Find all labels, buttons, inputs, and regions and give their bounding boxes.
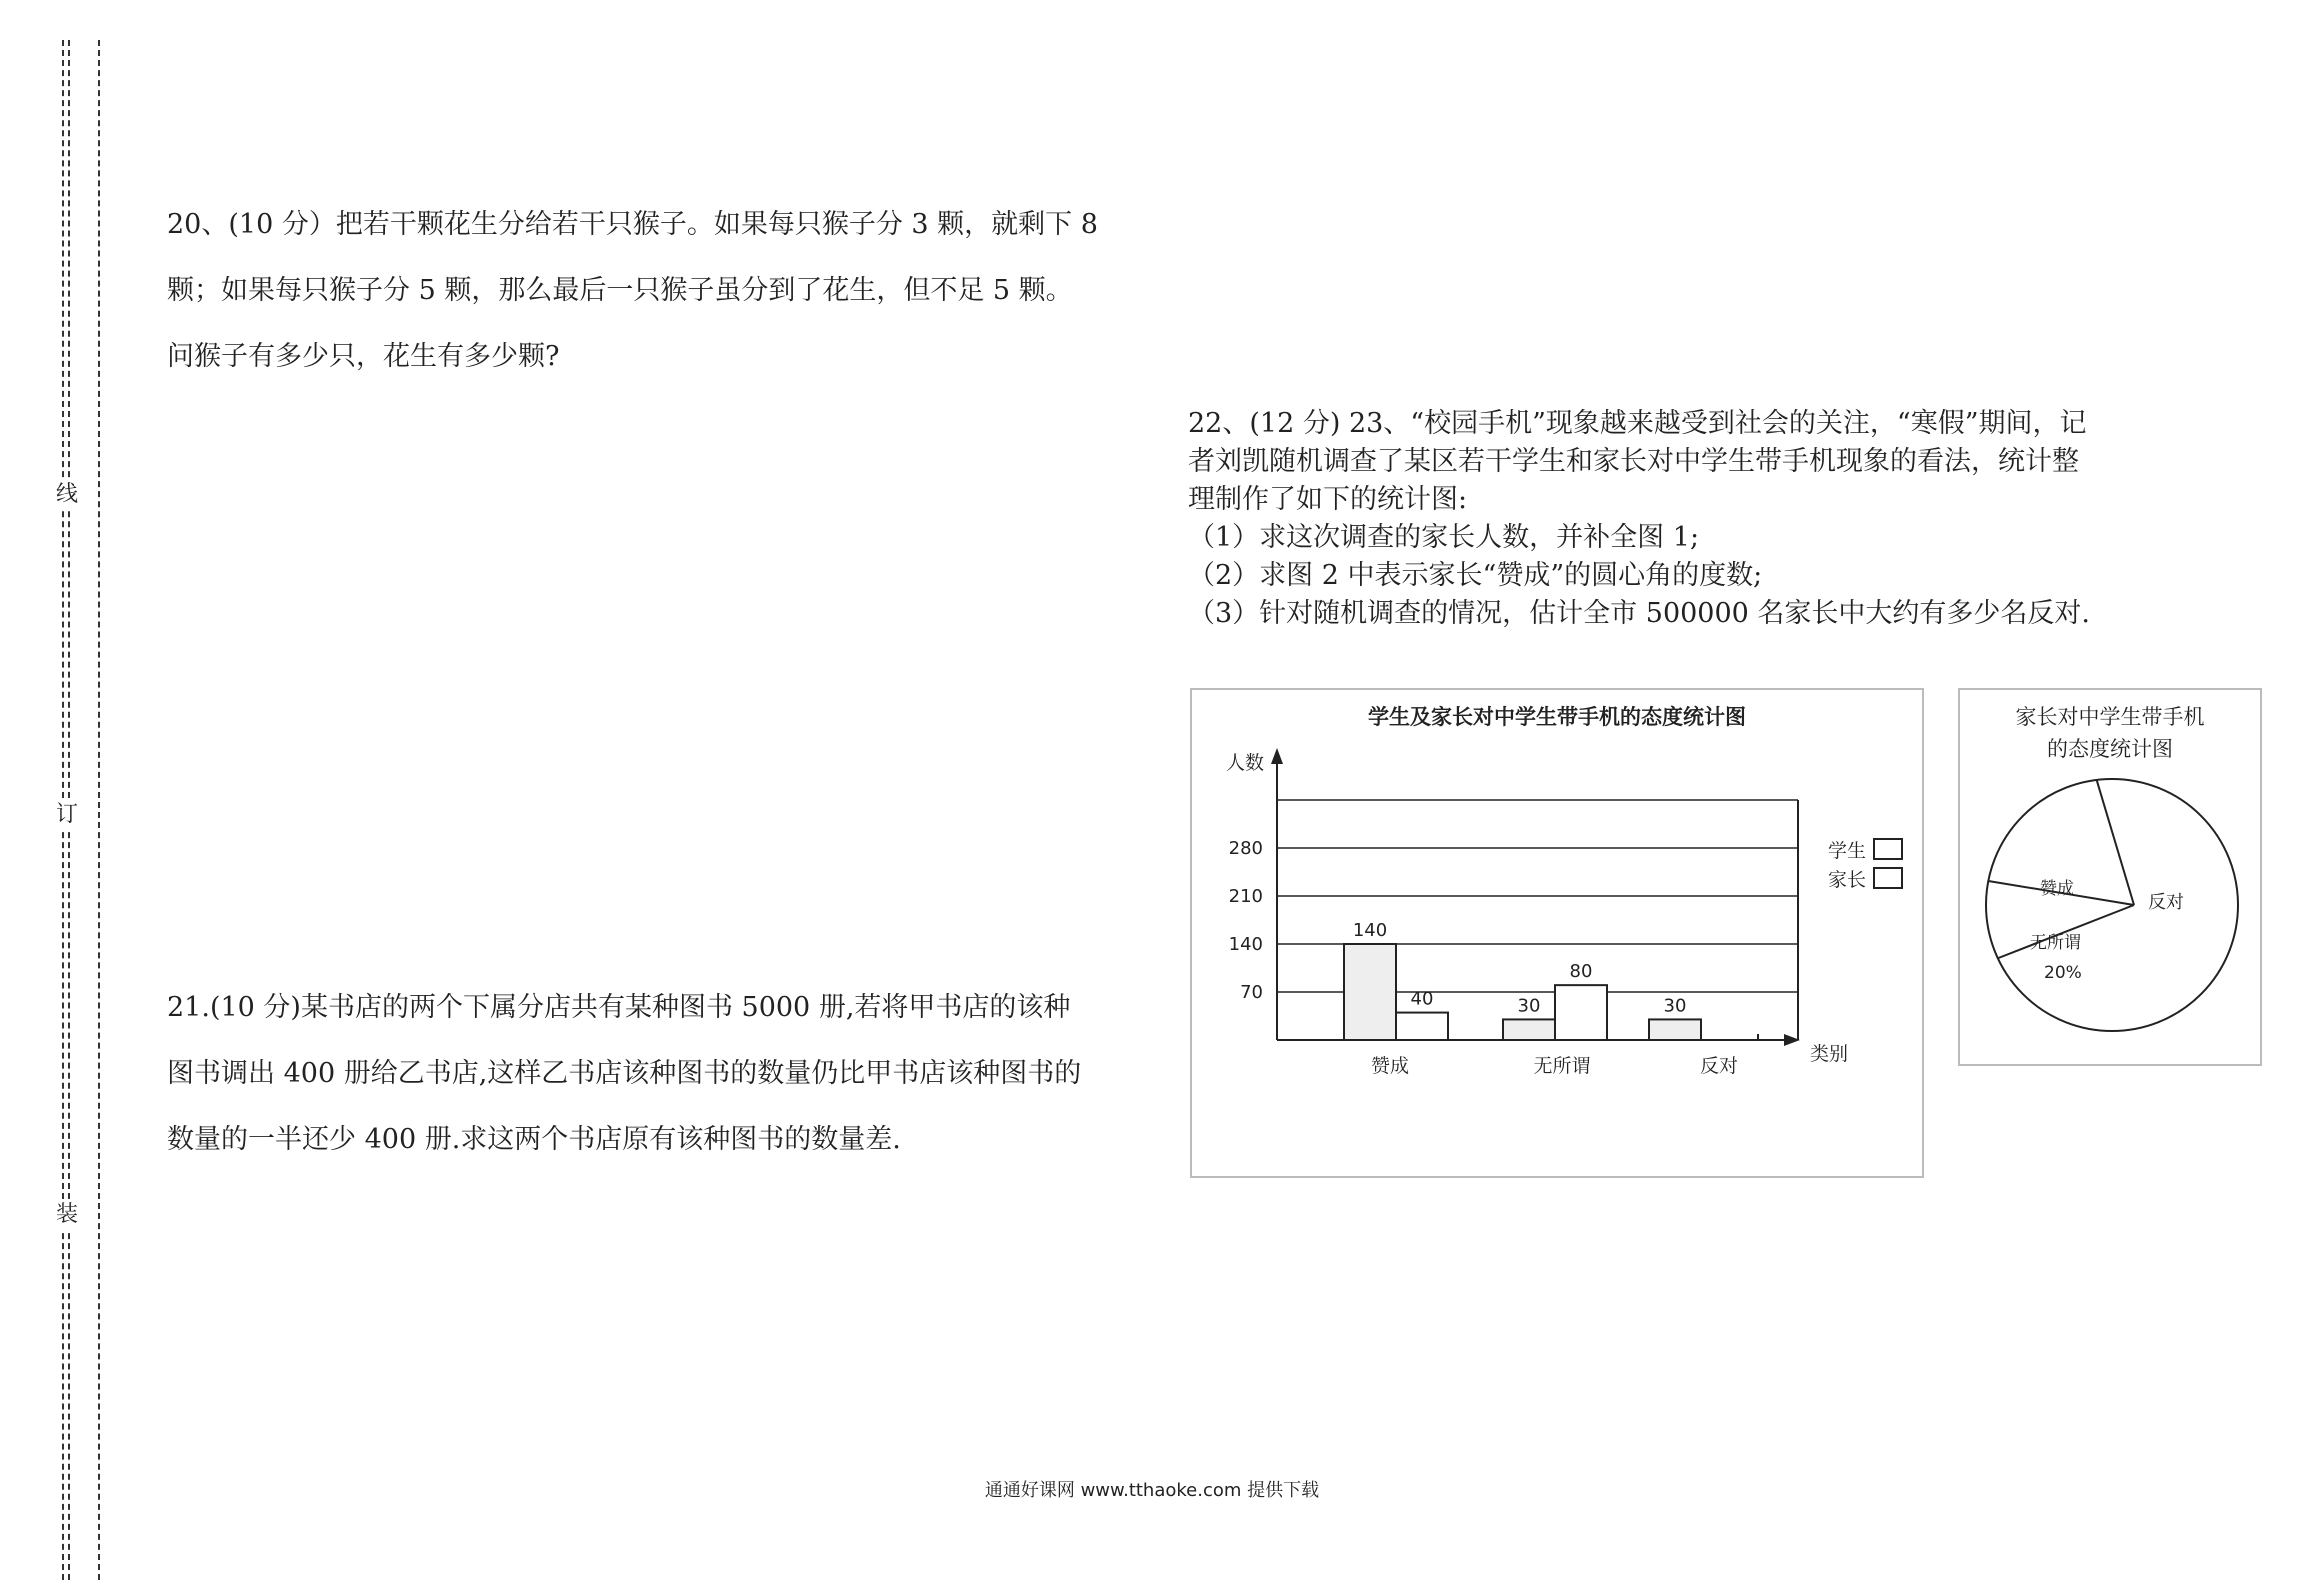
q22-line: 22、(12 分) 23、“校园手机”现象越来越受到社会的关注，“寒假”期间，记 (1188, 408, 2087, 439)
pie-chart (1960, 690, 2260, 1064)
x-tick-label: 反对 (1699, 1055, 1739, 1077)
y-axis-label: 人数 (1226, 752, 1265, 774)
bar-chart-panel (1190, 688, 1924, 1178)
q21-line: 图书调出 400 册给乙书店,这样乙书店该种图书的数量仍比甲书店该种图书的 (167, 1058, 1082, 1089)
pie-label-approve: 赞成 (2040, 879, 2074, 899)
legend-label-parents: 家长 (1828, 869, 1867, 891)
legend-swatch-students (1874, 839, 1902, 859)
bar (1344, 944, 1396, 1040)
pie-chart-panel (1958, 688, 2262, 1066)
binding-char-bind: 订 (50, 800, 84, 830)
y-tick-label: 280 (1228, 838, 1263, 859)
q22-line: 者刘凯随机调查了某区若干学生和家长对中学生带手机现象的看法，统计整 (1188, 446, 2079, 477)
bar (1396, 1013, 1448, 1040)
bar (1649, 1019, 1701, 1040)
binding-cut-line (98, 40, 100, 1580)
bar (1503, 1019, 1555, 1040)
question-21 (167, 975, 1177, 1173)
bar-chart-title: 学生及家长对中学生带手机的态度统计图 (1368, 705, 1746, 729)
bar-data-label: 30 (1517, 995, 1541, 1017)
y-axis-arrow (1271, 748, 1283, 764)
bar-data-label: 40 (1410, 988, 1434, 1010)
pie-chart-title-line2: 的态度统计图 (2047, 737, 2173, 761)
x-tick-label: 无所谓 (1533, 1055, 1591, 1077)
q22-line: （2）求图 2 中表示家长“赞成”的圆心角的度数; (1188, 560, 1763, 591)
question-20 (167, 192, 1177, 390)
binding-char-seal: 装 (50, 1200, 84, 1230)
x-axis-label: 类别 (1810, 1043, 1849, 1065)
bar (1555, 985, 1607, 1040)
q22-line: （1）求这次调查的家长人数，并补全图 1; (1188, 522, 1700, 553)
q21-line: 21.(10 分)某书店的两个下属分店共有某种图书 5000 册,若将甲书店的该种 (167, 992, 1071, 1023)
bar-data-label: 140 (1352, 920, 1388, 941)
pie-chart-title-line1: 家长对中学生带手机 (2015, 705, 2205, 729)
q20-line: 20、(10 分）把若干颗花生分给若干只猴子。如果每只猴子分 3 颗，就剩下 8 (167, 209, 1098, 240)
x-tick-label: 赞成 (1370, 1055, 1410, 1077)
legend-swatch-parents (1874, 868, 1902, 888)
binding-char-line: 线 (50, 480, 84, 510)
binding-margin (54, 40, 104, 1580)
q22-line: 理制作了如下的统计图: (1188, 484, 1468, 515)
pie-label-oppose: 反对 (2148, 892, 2184, 913)
q20-line: 颗；如果每只猴子分 5 颗，那么最后一只猴子虽分到了花生，但不足 5 颗。 (167, 275, 1073, 306)
footer: 通通好课网 www.tthaoke.com 提供下载 (984, 1480, 1320, 1501)
bar-chart (1192, 690, 1922, 1176)
pie-label-indifferent-percent: 20% (2044, 963, 2082, 983)
pie-outline (1986, 779, 2238, 1031)
pie-label-indifferent: 无所谓 (2030, 933, 2081, 953)
bar-data-label: 30 (1663, 995, 1687, 1017)
bar-data-label: 80 (1569, 961, 1593, 983)
question-22 (1188, 405, 2198, 633)
q22-line: （3）针对随机调查的情况，估计全市 500000 名家长中大约有多少名反对. (1188, 598, 2090, 629)
q20-line: 问猴子有多少只，花生有多少颗? (167, 341, 560, 372)
legend-label-students: 学生 (1828, 840, 1867, 862)
y-tick-label: 140 (1228, 934, 1263, 955)
y-tick-label: 70 (1240, 982, 1263, 1003)
q21-line: 数量的一半还少 400 册.求这两个书店原有该种图书的数量差. (167, 1124, 901, 1155)
y-tick-label: 210 (1228, 886, 1263, 907)
